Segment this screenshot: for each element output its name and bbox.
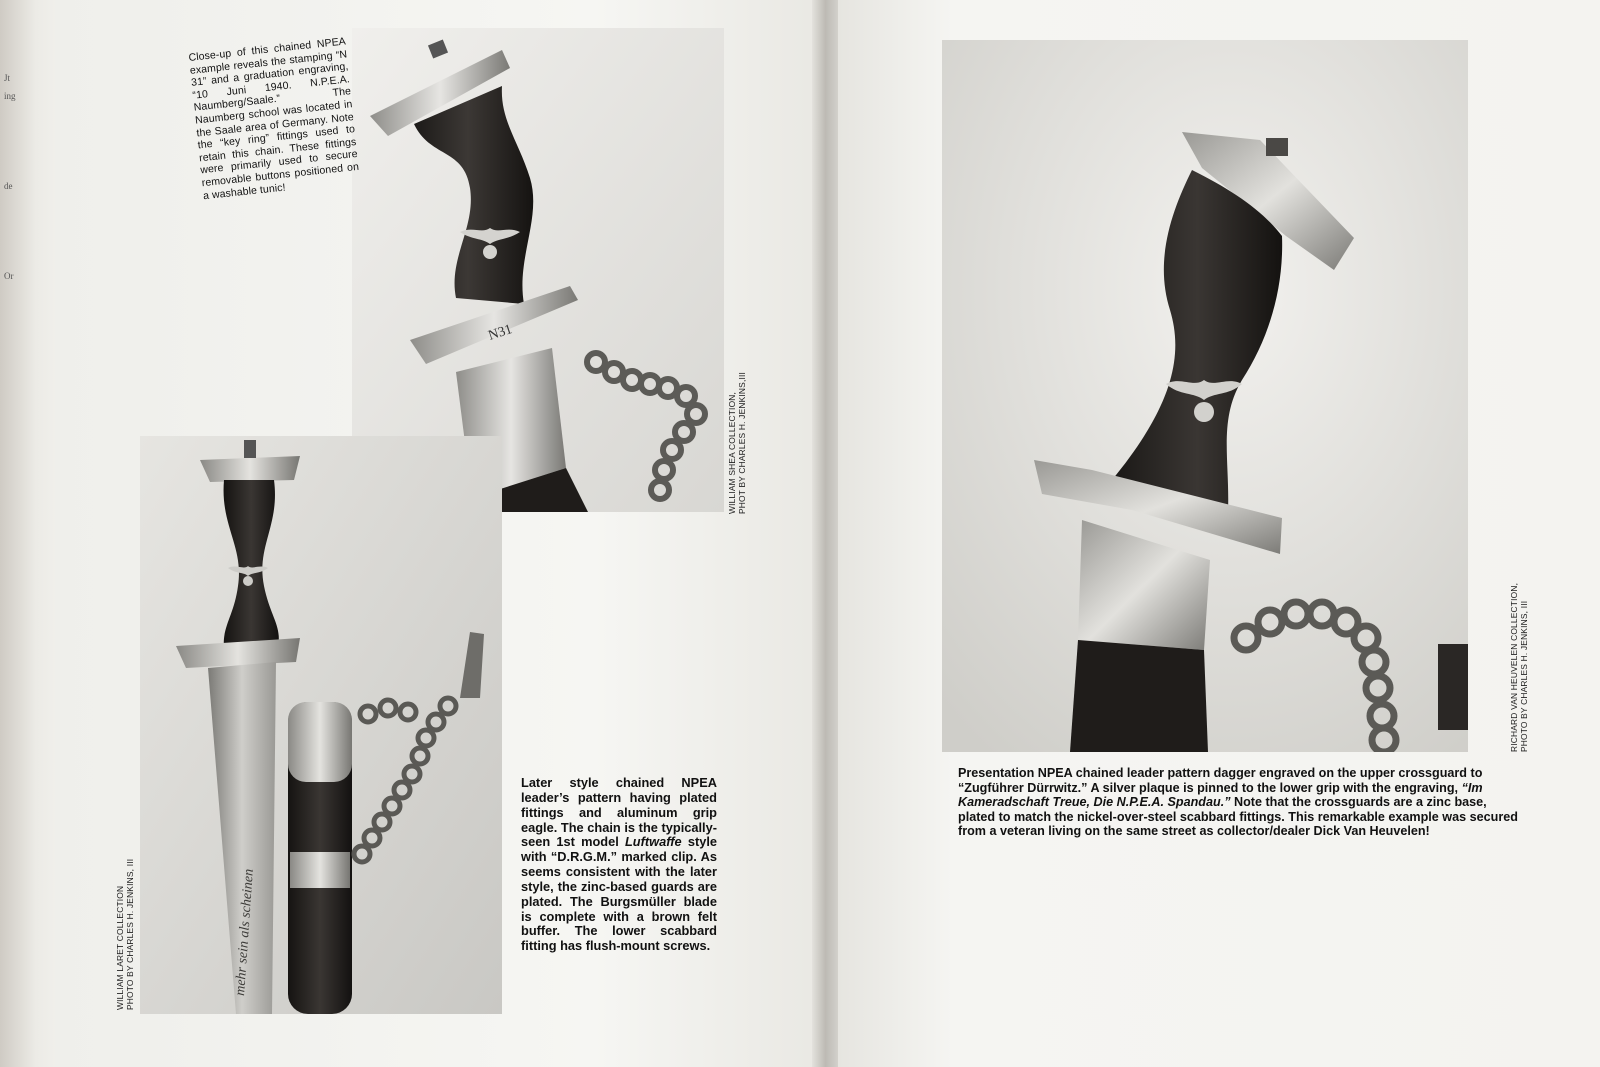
laret-photo-credit: WILLIAM LARET COLLECTION PHOTO BY CHARLES H. JENKINS, III: [115, 858, 135, 1010]
shea-photo-credit: WILLIAM SHEA COLLECTION, PHOT BY CHARLES H. JENKINS,III: [727, 371, 747, 514]
van-heuvelen-photo-credit: RICHARD VAN HEUVELEN COLLECTION, PHOTO BY CHARLES H. JENKINS, III: [1509, 582, 1529, 752]
full-dagger-illustration: [140, 436, 502, 1014]
closeup-caption: Close-up of this chained NPEA example reveals the stamping “N 31” and a graduation engraving, “10 Juni 1940. N.P.E.A. Naumberg/Saale.” The Naumberg school was located in the Saale area of Germany. Note the “key ring” fittings used to retain this chain. These fittings were primarily used to secure removable buttons positioned on a washable tunic!: [188, 35, 360, 202]
crossguard-stamp: N31: [486, 322, 515, 344]
presentation-caption: Presentation NPEA chained leader pattern dagger engraved on the upper crossguard to “Zugführer Dürrwitz.” A silver plaque is pinned to the lower grip with the engraving, “Im Kameradschaft Treue, Die N.P.E.A. Spandau.” Note that the crossguards are a zinc base, plated to match the nickel-over-steel scabbard fittings. This remarkable example was secured from a veteran living on the same street as collector/dealer Dick Van Heuvelen!: [958, 766, 1518, 839]
page-stack-edge: Jt ing de Or: [0, 0, 60, 1067]
blade-inscription: mehr sein als scheinen: [233, 868, 257, 997]
presentation-dagger-illustration: [942, 40, 1468, 752]
full-dagger-photo: [140, 436, 502, 1014]
presentation-dagger-photo: [942, 40, 1468, 752]
later-style-caption: Later style chained NPEA leader’s pattern having plated fittings and aluminum grip eagle. The chain is the typically-seen 1st model Luftwaffe style with “D.R.G.M.” marked clip. As seems consistent with the later style, the zinc-based guards are plated. The Burgsmüller blade is complete with a brown felt buffer. The lower scabbard fitting has flush-mount screws.: [521, 775, 718, 954]
